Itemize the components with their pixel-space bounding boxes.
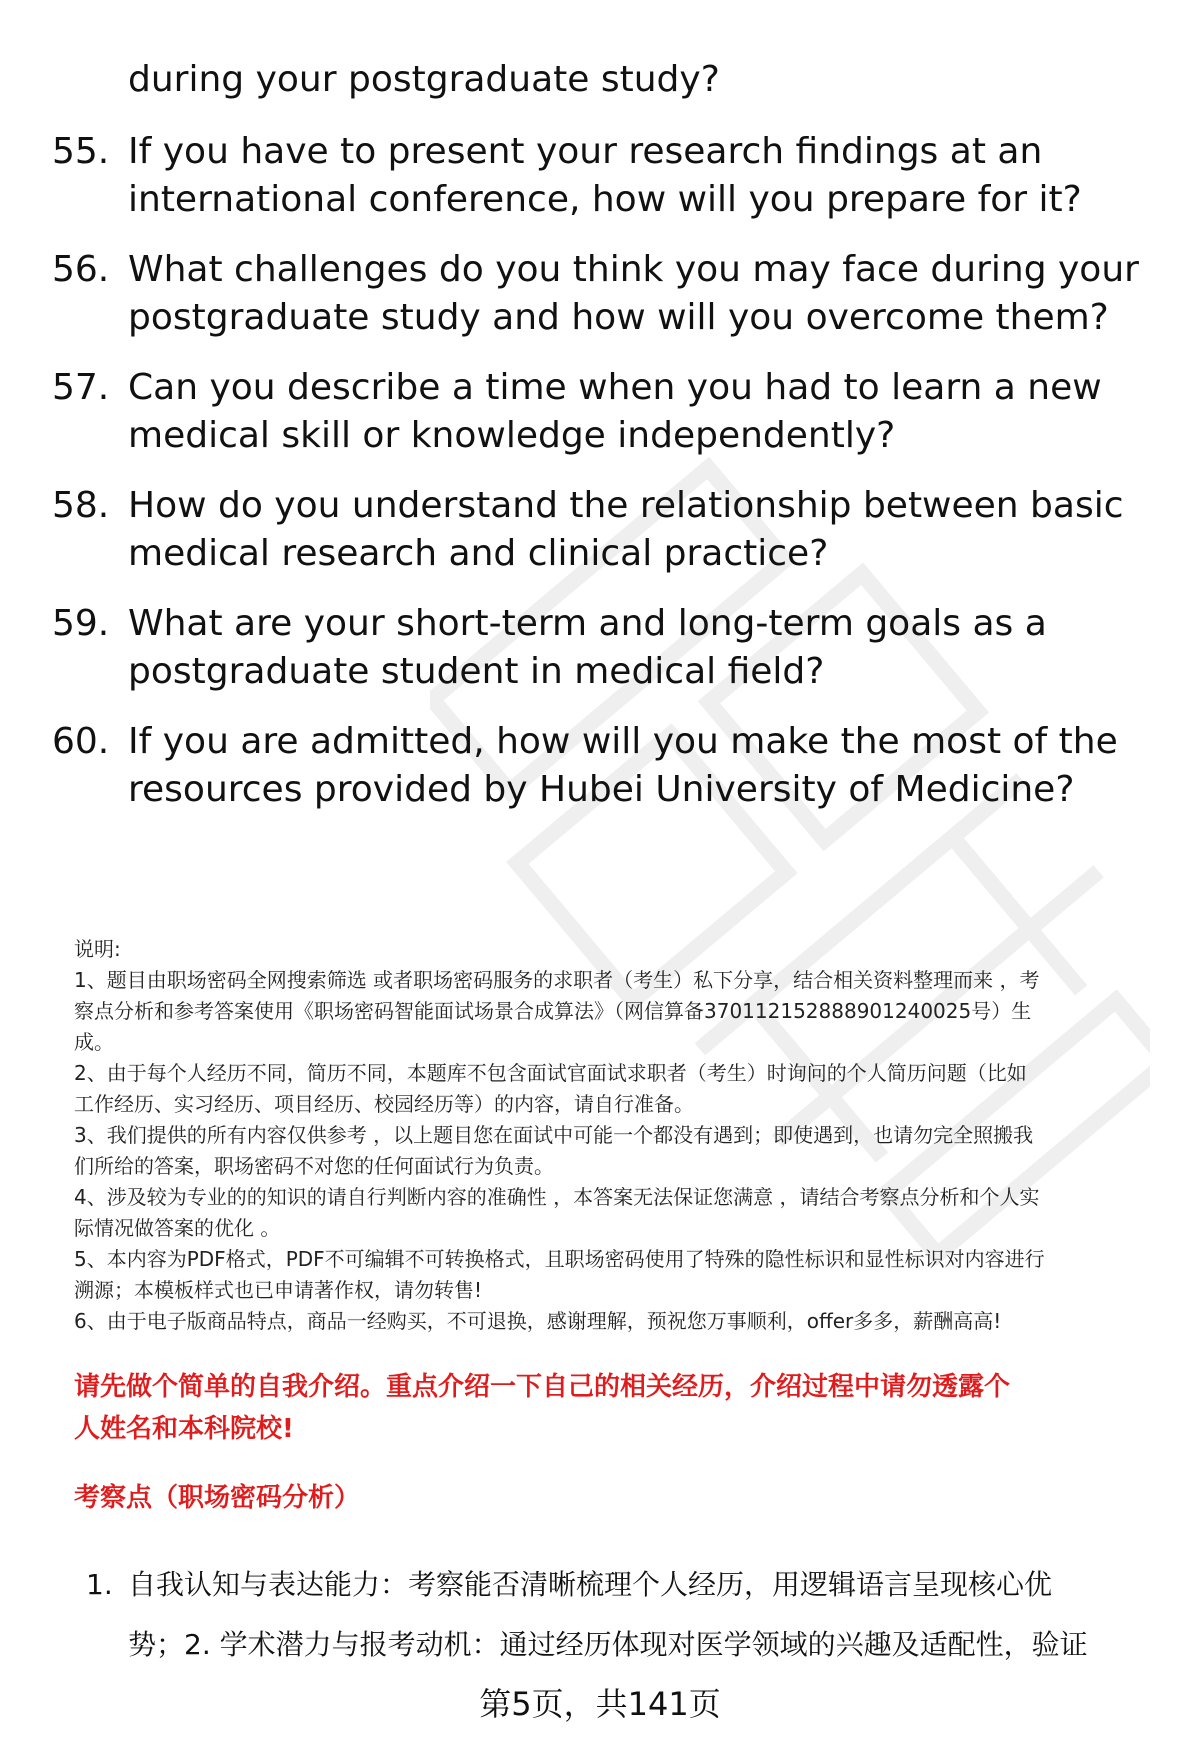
notes-line: 1、题目由职场密码全网搜索筛选 或者职场密码服务的求职者（考生）私下分享，结合相关资料整理而来 ，考 — [74, 968, 1040, 992]
question-line: How do you understand the relationship between basic — [128, 485, 1124, 526]
question-line: medical research and clinical practice? — [128, 533, 829, 574]
notes-line: 际情况做答案的优化 。 — [74, 1216, 281, 1240]
question-text — [128, 246, 1168, 342]
question-line: If you are admitted, how will you make the most of the — [128, 721, 1118, 762]
analysis-number: 1. — [86, 1568, 113, 1601]
question-line: international conference, how will you prepare for it? — [128, 179, 1082, 220]
notes-line: 工作经历、实习经历、项目经历、校园经历等）的内容，请自行准备。 — [74, 1092, 694, 1116]
page-footer: 第5页，共141页 — [479, 1685, 721, 1723]
question-line: Can you describe a time when you had to learn a new — [128, 367, 1102, 408]
notes-line: 2、由于每个人经历不同，简历不同，本题库不包含面试官面试求职者（考生）时询问的个人简历问题（比如 — [74, 1061, 1027, 1085]
question-line: medical skill or knowledge independently? — [128, 415, 896, 456]
question-text — [128, 482, 1168, 578]
notes-line: 们所给的答案，职场密码不对您的任何面试行为负责。 — [74, 1154, 554, 1178]
question-text — [128, 718, 1168, 814]
question-line: postgraduate study and how will you overcome them? — [128, 297, 1109, 338]
intro-question-title — [74, 1366, 1164, 1450]
analysis-heading-text: 考察点（职场密码分析） — [74, 1483, 361, 1513]
analysis-text — [128, 1555, 1168, 1675]
question-line: postgraduate student in medical field? — [128, 651, 825, 692]
notes-line: 6、由于电子版商品特点，商品一经购买，不可退换，感谢理解，预祝您万事顺利，offer多多，薪酬高高! — [74, 1309, 1002, 1333]
question-number: 58. — [52, 485, 110, 526]
notes-line: 成。 — [74, 1030, 114, 1054]
notes-line: 4、涉及较为专业的的知识的请自行判断内容的准确性 ，本答案无法保证您满意 ，请结合考察点分析和个人实 — [74, 1185, 1040, 1209]
notes-line: 3、我们提供的所有内容仅供参考 ，以上题目您在面试中可能一个都没有遇到；即使遇到，也请勿完全照搬我 — [74, 1123, 1034, 1147]
question-line: What challenges do you think you may face during your — [128, 249, 1139, 290]
question-line: If you have to present your research findings at an — [128, 131, 1043, 172]
question-line: What are your short-term and long-term goals as a — [128, 603, 1047, 644]
question-text — [128, 128, 1168, 224]
question-number: 56. — [52, 249, 110, 290]
notes-line: 溯源；本模板样式也已申请著作权，请勿转售! — [74, 1278, 483, 1302]
notes-section — [74, 934, 1164, 1337]
notes-line: 察点分析和参考答案使用《职场密码智能面试场景合成算法》（网信算备370112152888901240025号）生 — [74, 999, 1032, 1023]
question-line: resources provided by Hubei University of Medicine? — [128, 769, 1075, 810]
question-text — [128, 600, 1168, 696]
question-continuation: during your postgraduate study? — [128, 59, 720, 100]
analysis-heading — [74, 1477, 1164, 1519]
question-number: 59. — [52, 603, 110, 644]
analysis-line: 自我认知与表达能力：考察能否清晰梳理个人经历，用逻辑语言呈现核心优 — [128, 1568, 1053, 1601]
intro-question-line: 请先做个简单的自我介绍。重点介绍一下自己的相关经历，介绍过程中请勿透露个 — [74, 1372, 1011, 1402]
notes-heading: 说明: — [74, 937, 121, 961]
intro-question-line: 人姓名和本科院校! — [74, 1414, 294, 1444]
notes-line: 5、本内容为PDF格式，PDF不可编辑不可转换格式，且职场密码使用了特殊的隐性标识和显性标识对内容进行 — [74, 1247, 1045, 1271]
analysis-line: 势；2. 学术潜力与报考动机：通过经历体现对医学领域的兴趣及适配性，验证 — [128, 1628, 1088, 1661]
question-number: 55. — [52, 131, 110, 172]
question-text — [128, 364, 1168, 460]
question-number: 57. — [52, 367, 110, 408]
question-number: 60. — [52, 721, 110, 762]
